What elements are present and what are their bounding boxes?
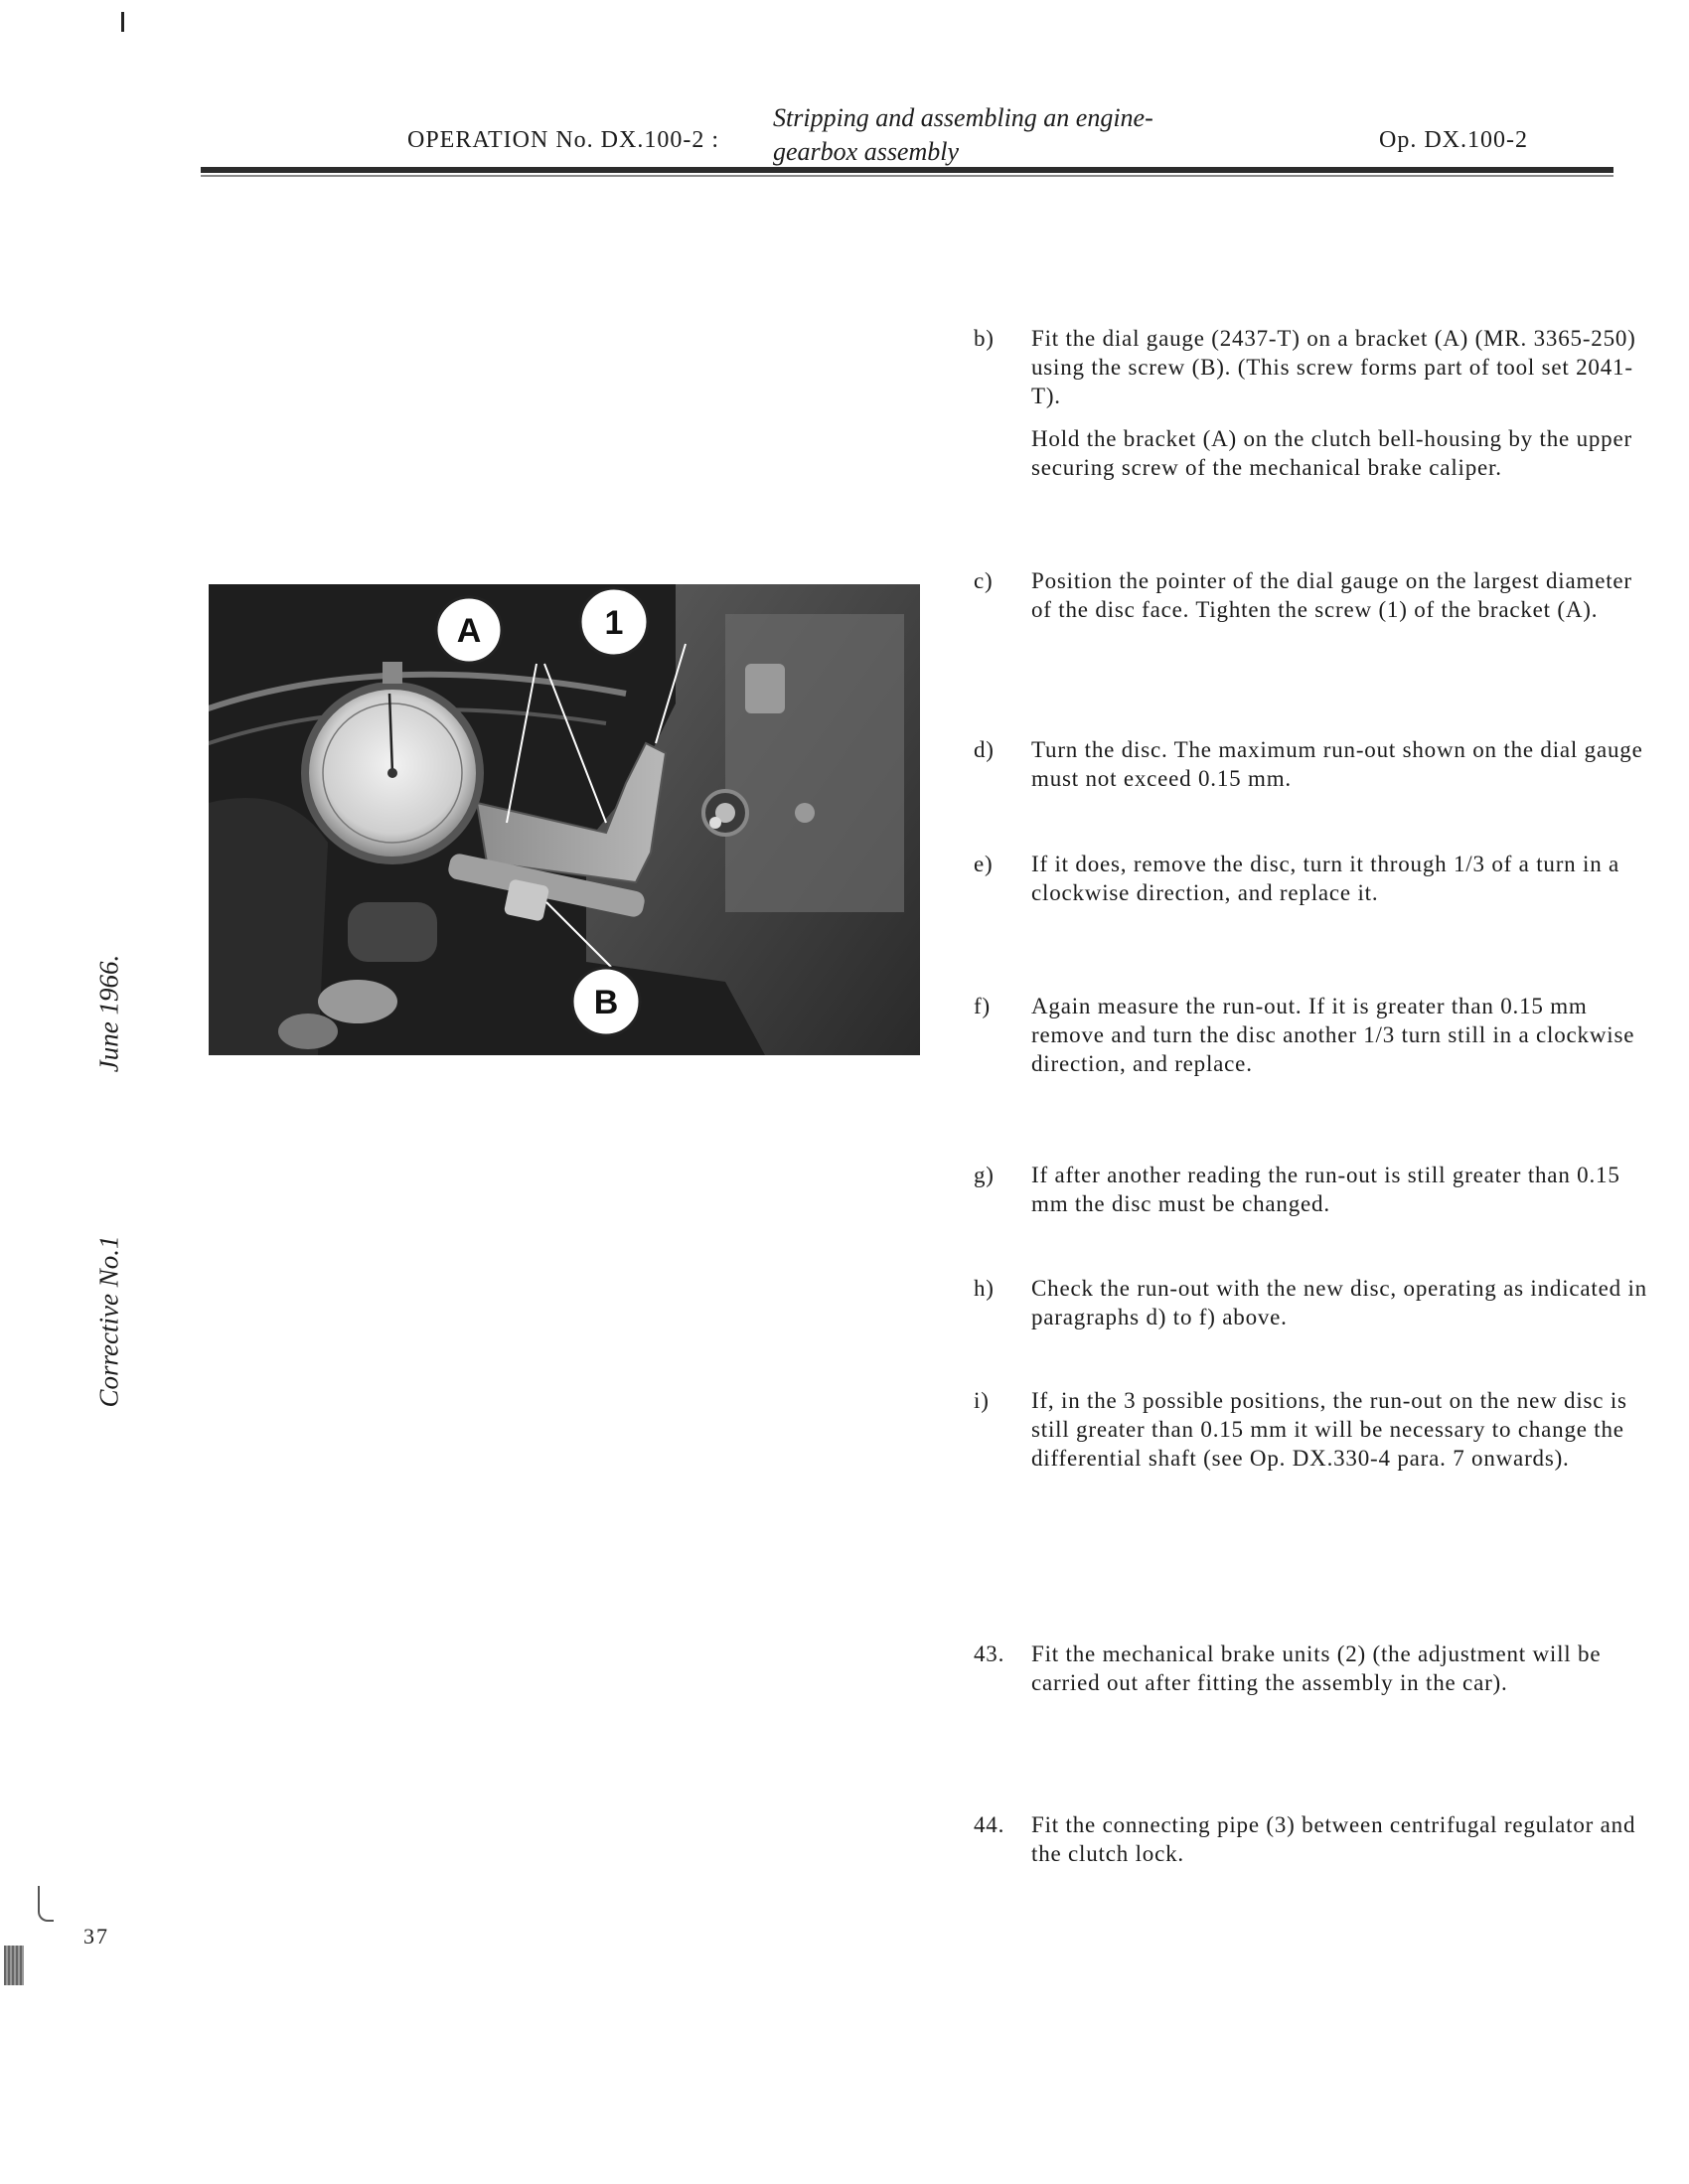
margin-corrective <box>70 1192 149 1451</box>
callout-1: 1 <box>604 604 624 642</box>
step-43 <box>974 1639 1659 1711</box>
step-label: g) <box>974 1163 995 1187</box>
step-paragraph: Fit the dial gauge (2437-T) on a bracket (A) (MR. 3365-250) using the screw (B). (This screw forms part of tool set 2041-T). <box>1031 326 1636 408</box>
margin-date-text: June 1966. <box>93 954 124 1073</box>
top-tick-mark <box>121 12 124 32</box>
header-operation: OPERATION No. DX.100-2 : <box>407 127 719 153</box>
callout-a: A <box>456 612 482 650</box>
step-paragraph: If after another reading the run-out is still greater than 0.15 mm the disc must be changed. <box>1031 1163 1620 1216</box>
margin-corrective-text: Corrective No.1 <box>93 1235 124 1408</box>
header-title-line2: gearbox assembly <box>773 137 960 166</box>
step-label: e) <box>974 852 994 876</box>
header-rule <box>201 167 1613 173</box>
step-paragraph: Position the pointer of the dial gauge on the largest diameter of the disc face. Tighten the screw (1) of the bracket (A). <box>1031 568 1632 622</box>
step-paragraph: Fit the connecting pipe (3) between centrifugal regulator and the clutch lock. <box>1031 1812 1636 1866</box>
step-paragraph: If it does, remove the disc, turn it through 1/3 of a turn in a clockwise direction, and replace it. <box>1031 852 1620 905</box>
step-44 <box>974 1810 1659 1882</box>
header-rule-thin <box>201 175 1613 177</box>
step-e <box>974 850 1659 921</box>
step-f <box>974 992 1659 1092</box>
step-paragraph: If, in the 3 possible positions, the run-out on the new disc is still greater than 0.15 mm it will be necessary to change the differential shaft (see Op. DX.330-4 para. 7 onwards). <box>1031 1388 1627 1471</box>
step-label: i) <box>974 1388 990 1413</box>
corner-scan-mark <box>4 1946 24 1985</box>
step-h <box>974 1274 1659 1345</box>
header-op-ref: Op. DX.100-2 <box>1379 127 1528 153</box>
header-title-line1: Stripping and assembling an engine- <box>773 103 1153 132</box>
step-paragraph: Again measure the run-out. If it is greater than 0.15 mm remove and turn the disc another 1/3 turn still in a clockwise direction, and replace. <box>1031 994 1635 1076</box>
margin-bracket-mark <box>38 1886 54 1922</box>
step-b <box>974 324 1659 496</box>
step-c <box>974 566 1659 638</box>
step-label: d) <box>974 737 995 762</box>
step-g <box>974 1161 1659 1232</box>
margin-date <box>70 894 149 1133</box>
dial-gauge-photo-illustration <box>209 584 920 1055</box>
step-label: f) <box>974 994 991 1018</box>
step-paragraph: Check the run-out with the new disc, operating as indicated in paragraphs d) to f) above. <box>1031 1276 1647 1329</box>
callout-b: B <box>593 984 619 1021</box>
page-number: 37 <box>83 1924 109 1949</box>
step-i <box>974 1386 1659 1486</box>
step-label: 43. <box>974 1641 1005 1666</box>
figure-photo <box>209 584 920 1055</box>
header-title <box>773 101 1153 169</box>
step-paragraph: Turn the disc. The maximum run-out shown on the dial gauge must not exceed 0.15 mm. <box>1031 737 1643 791</box>
step-label: h) <box>974 1276 995 1301</box>
step-label: c) <box>974 568 994 593</box>
step-label: b) <box>974 326 995 351</box>
step-d <box>974 735 1659 807</box>
step-paragraph: Fit the mechanical brake units (2) (the adjustment will be carried out after fitting the assembly in the car). <box>1031 1641 1602 1695</box>
step-label: 44. <box>974 1812 1005 1837</box>
step-paragraph: Hold the bracket (A) on the clutch bell-housing by the upper securing screw of the mechanical brake caliper. <box>1031 426 1632 480</box>
